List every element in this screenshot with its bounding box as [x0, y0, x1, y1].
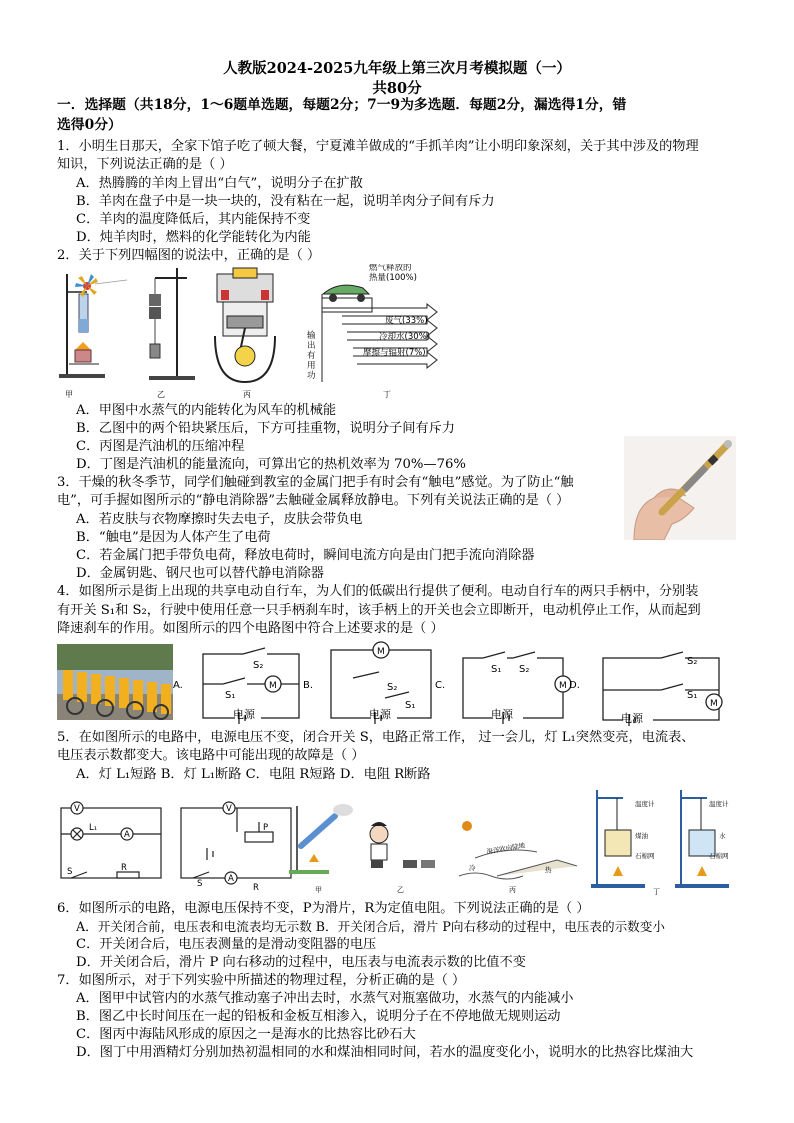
flow-useful-5: 功: [307, 371, 316, 381]
q7-hot: 热: [545, 866, 552, 874]
q2-stem: 2．关于下列四幅图的说法中，正确的是（ ）: [57, 248, 321, 263]
q2-fig-bing: [215, 268, 275, 382]
source-a: 电源: [233, 708, 255, 721]
q2-option-b: B．乙图中的两个铅块紧压后，下方可挂重物，说明分子间有斥力: [76, 421, 455, 436]
switch-c-s1: S₁: [491, 664, 502, 675]
switch-b-s2: S₂: [387, 682, 398, 693]
q2-fig-jia: [59, 274, 127, 378]
q7-option-d: D．图丁中用酒精灯分别加热初温相同的水和煤油相同时间，若水的温度变化小，说明水的比热容比煤油大: [76, 1045, 694, 1060]
q7-seabreeze: 海洋吹向陆地: [485, 841, 526, 856]
q5-options: A．灯 L₁短路 B．灯 L₁断路 C．电阻 R短路 D．电阻 R断路: [76, 767, 431, 782]
section-heading: 一．选择题（共18分，1～6题单选题，每题2分；7一9为多选题．每题2分，漏选得1分，错: [57, 97, 627, 113]
q1-option-b: B．羊肉在盘子中是一块一块的，没有粘在一起，说明羊肉分子间有斥力: [76, 194, 495, 209]
q7-water: 水: [719, 832, 726, 840]
exam-score: 共80分: [372, 80, 422, 97]
switch-d-s1: S₁: [687, 690, 698, 701]
q3-stem-cont: 电”，可手握如图所示的“静电消除器”去触碰金属释放静电。下列有关说法正确的是（ ）: [57, 493, 570, 508]
switch-b-s1: S₁: [405, 700, 416, 711]
source-d: 电源: [621, 712, 643, 725]
q7-coal: 煤油: [635, 832, 648, 840]
q5-stem: 5．在如图所示的电路中，电源电压不变，闭合开关 S，电路正常工作， 过一会儿，灯 L₁突然变亮，电流表、: [57, 730, 695, 745]
q2-figures: [57, 264, 477, 400]
q4-circuits: [173, 640, 736, 730]
flow-top: 燃气释放的: [369, 264, 412, 273]
flow-useful-1: 输: [307, 331, 316, 341]
shared-bike-photo: [57, 644, 173, 720]
motor-d: M: [710, 699, 718, 709]
q7-option-b: B．图乙中长时间压在一起的铅板和金板互相渗入，说明分子在不停地做无规则运动: [76, 1009, 561, 1024]
q3-stem: 3．干燥的秋冬季节，同学们触碰到教室的金属门把手有时会有“触电”感觉。为了防止“触: [57, 475, 574, 490]
switch-d-s2: S₂: [687, 656, 698, 667]
q4-option-b-label: B.: [303, 680, 314, 691]
q7-fig-jia: [289, 804, 353, 894]
motor-c: M: [559, 681, 567, 691]
q7-asbestos-1: 石棉网: [635, 852, 655, 860]
q3-option-d: D．金属钥匙、钢尺也可以替代静电消除器: [76, 566, 324, 581]
flow-cool: 冷却水(30%): [379, 332, 431, 342]
q7-fig-yi: [370, 822, 435, 894]
source-b: 电源: [369, 708, 391, 721]
q2-option-a: A．甲图中水蒸气的内能转化为风车的机械能: [76, 403, 337, 418]
q6-switch-label: S: [197, 879, 203, 889]
flow-useful-2: 出: [307, 341, 316, 351]
q6-option-c: C．开关闭合后，电压表测量的是滑动变阻器的电压: [76, 937, 377, 952]
q1-option-c: C．羊肉的温度降低后，其内能保持不变: [76, 212, 311, 227]
flow-waste: 废气(33%): [385, 316, 428, 326]
q3-option-b: B．“触电”是因为人体产生了电荷: [76, 530, 271, 545]
q4-stem-cont: 有开关 S₁和 S₂，行驶中使用任意一只手柄刹车时，该手柄上的开关也会立即断开，电动机停止工作，从而起到: [57, 603, 701, 618]
q7-asbestos-2: 石棉网: [709, 852, 729, 860]
q2-fig-yi: [149, 268, 195, 380]
switch-a-s1: S₁: [225, 690, 236, 701]
q5-switch-label: S: [67, 867, 73, 877]
q7-thermo-1: 温度计: [635, 800, 655, 808]
q7-label-yi: 乙: [397, 886, 404, 894]
q6-option-ab: A．开关闭合前，电压表和电流表均无示数 B．开关闭合后，滑片 P向右移动的过程中，电压表的示数变小: [76, 919, 665, 934]
fig-label-ding: 丁: [383, 390, 391, 399]
source-c: 电源: [491, 708, 513, 721]
motor-b: M: [377, 647, 385, 657]
flow-top2: 热量(100%): [369, 273, 417, 283]
q7-stem: 7．如图所示，对于下列实验中所描述的物理过程，分析正确的是（ ）: [57, 973, 466, 988]
q5-q7-figures: [57, 786, 736, 896]
q7-thermo-2: 温度计: [709, 800, 729, 808]
q6-stem: 6．如图所示的电路，电源电压保持不变，P为滑片，R为定值电阻。下列说法正确的是（ ）: [57, 901, 590, 916]
fig-label-yi: 乙: [157, 390, 165, 399]
q7-label-jia: 甲: [315, 886, 322, 894]
q2-option-d: D．丁图是汽油机的能量流向，可算出它的热机效率为 70%—76%: [76, 457, 466, 472]
flow-useful-4: 用: [307, 361, 316, 371]
q7-option-a: A．图甲中试管内的水蒸气推动塞子冲出去时，水蒸气对瓶塞做功，水蒸气的内能减小: [76, 991, 574, 1006]
static-eliminator-photo: [624, 436, 736, 540]
q6-option-d: D．开关闭合后，滑片 P 向右移动的过程中，电压表与电流表示数的比值不变: [76, 955, 526, 970]
q2-fig-ding: [307, 264, 437, 382]
q7-fig-ding: [591, 790, 729, 896]
flow-friction: 摩擦与辐射(7%): [363, 348, 426, 358]
section-heading-cont: 选得0分）: [57, 117, 122, 133]
q4-option-d-label: D.: [569, 680, 580, 691]
q5-stem-cont: 电压表示数都变大。该电路中可能出现的故障是（ ）: [57, 748, 365, 763]
exam-title: 人教版2024-2025九年级上第三次月考模拟题（一）: [223, 60, 571, 77]
q4-stem: 4．如图所示是街上出现的共享电动自行车，为人们的低碳出行提供了便利。电动自行车的两只手柄中，分别装: [57, 584, 699, 599]
q5-lamp-label: L₁: [89, 823, 98, 833]
q4-option-c-label: C.: [435, 680, 446, 691]
q5-ammeter: A: [124, 830, 130, 840]
switch-c-s2: S₂: [519, 664, 530, 675]
q7-fig-bing: [459, 821, 577, 894]
q5-resistor-label: R: [121, 863, 127, 873]
q1-option-d: D．炖羊肉时，燃料的化学能转化为内能: [76, 230, 311, 245]
q5-voltmeter: V: [74, 804, 80, 814]
flow-useful-3: 有: [307, 351, 316, 361]
q6-ammeter: A: [228, 874, 234, 884]
q7-cold: 冷: [469, 864, 476, 872]
q2-option-c: C．丙图是汽油机的压缩冲程: [76, 439, 245, 454]
q3-option-c: C．若金属门把手带负电荷，释放电荷时，瞬间电流方向是由门把手流向消除器: [76, 548, 535, 563]
q7-label-ding: 丁: [653, 888, 660, 896]
q4-stem-cont2: 降速刹车的作用。如图所示的四个电路图中符合上述要求的是（ ）: [57, 621, 444, 636]
q1-stem-cont: 知识，下列说法正确的是（ ）: [57, 157, 233, 172]
q6-slider-label: P: [263, 823, 269, 833]
q7-option-c: C．图丙中海陆风形成的原因之一是海水的比热容比砂石大: [76, 1027, 416, 1042]
q1-stem: 1．小明生日那天，全家下馆子吃了顿大餐，宁夏滩羊做成的“手抓羊肉”让小明印象深刻，关于其中涉及的物理: [57, 139, 699, 154]
motor-a: M: [269, 681, 277, 691]
q7-label-bing: 丙: [509, 886, 516, 894]
switch-a-s2: S₂: [253, 660, 264, 671]
q6-resistor-label: R: [253, 883, 259, 893]
fig-label-jia: 甲: [65, 390, 73, 399]
q4-option-a-label: A.: [173, 680, 183, 691]
fig-label-bing: 丙: [243, 390, 251, 399]
q6-voltmeter: V: [226, 804, 232, 814]
q1-option-a: A．热腾腾的羊肉上冒出“白气”，说明分子在扩散: [76, 176, 363, 191]
q3-option-a: A．若皮肤与衣物摩擦时失去电子，皮肤会带负电: [76, 512, 363, 527]
